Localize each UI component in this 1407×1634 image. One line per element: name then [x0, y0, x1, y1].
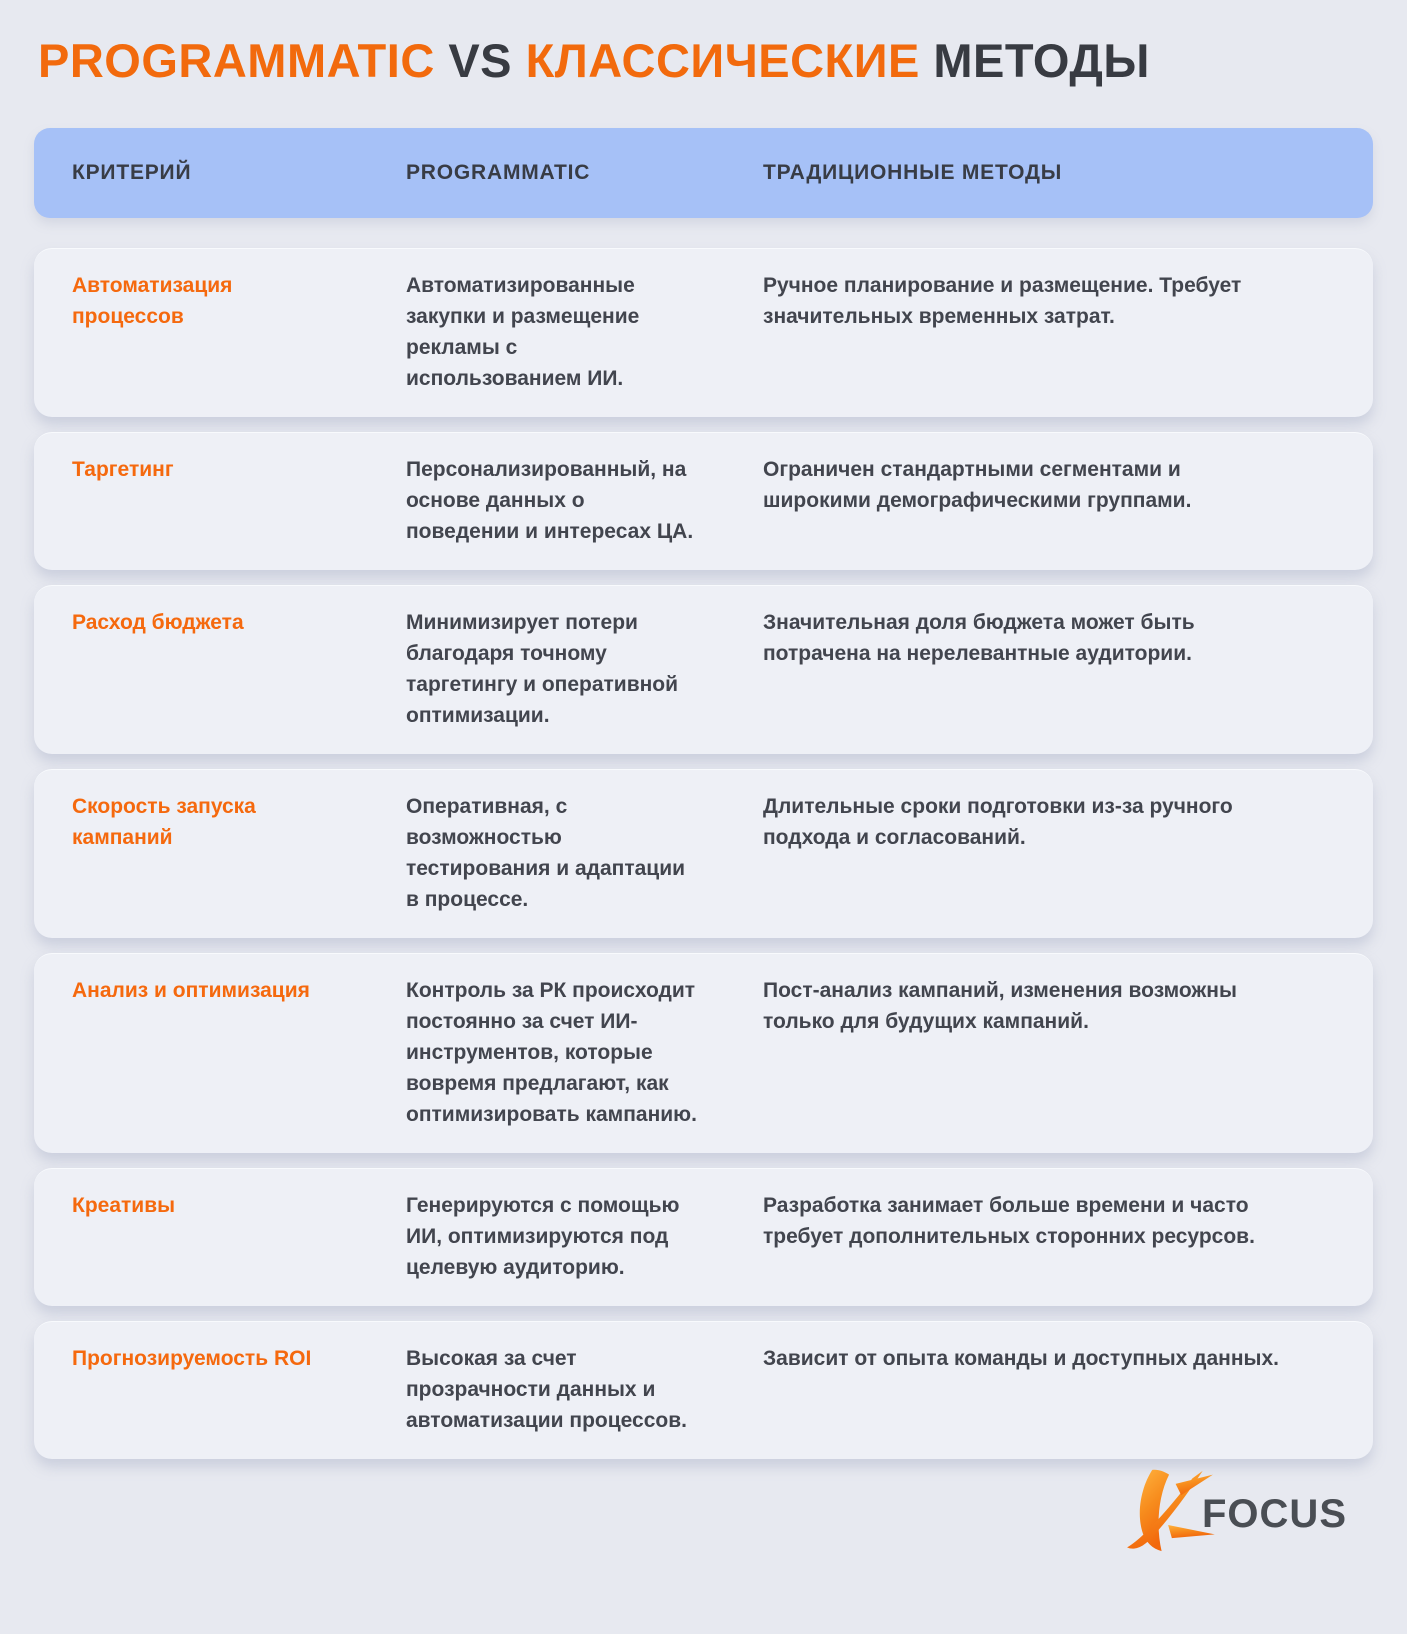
- infographic-page: [0, 34, 1407, 1553]
- title-part-methods: МЕТОДЫ: [919, 34, 1150, 87]
- row-programmatic-value: Контроль за РК происходит постоянно за счет ИИ-инструментов, которые вовремя предлагают, как оптимизировать кампанию.: [406, 979, 697, 1127]
- row-traditional-value: Длительные сроки подготовки из-за ручного подхода и согласований.: [763, 795, 1233, 850]
- brand-logo: [1122, 1469, 1347, 1553]
- row-criterion: Скорость запуска кампаний: [72, 795, 256, 850]
- row-programmatic-value: Генерируются с помощью ИИ, оптимизируются под целевую аудиторию.: [406, 1194, 680, 1280]
- footer: [34, 1469, 1347, 1553]
- table-row: [34, 432, 1373, 570]
- title-part-programmatic: PROGRAMMATIC: [38, 34, 435, 87]
- table-row: [34, 769, 1373, 938]
- table-row: [34, 585, 1373, 754]
- table-row: [34, 953, 1373, 1153]
- row-criterion: Расход бюджета: [72, 611, 244, 635]
- row-traditional-value: Значительная доля бюджета может быть потрачена на нерелевантные аудитории.: [763, 611, 1195, 666]
- header-traditional-methods: ТРАДИЦИОННЫЕ МЕТОДЫ: [763, 161, 1063, 185]
- row-criterion: Таргетинг: [72, 458, 174, 482]
- brand-logo-text: FOCUS: [1202, 1491, 1347, 1536]
- table-row: [34, 248, 1373, 417]
- table-body: [34, 248, 1373, 1459]
- row-programmatic-value: Персонализированный, на основе данных о поведении и интересах ЦА.: [406, 458, 694, 544]
- row-traditional-value: Разработка занимает больше времени и часто требует дополнительных сторонних ресурсов.: [763, 1194, 1255, 1249]
- row-programmatic-value: Минимизирует потери благодаря точному таргетингу и оперативной оптимизации.: [406, 611, 679, 728]
- page-title: [38, 34, 1373, 88]
- header-criterion: КРИТЕРИЙ: [72, 161, 192, 185]
- table-header: [34, 128, 1373, 218]
- row-traditional-value: Зависит от опыта команды и доступных данных.: [763, 1347, 1279, 1371]
- row-programmatic-value: Автоматизированные закупки и размещение рекламы с использованием ИИ.: [406, 274, 640, 391]
- row-programmatic-value: Оперативная, с возможностью тестирования и адаптации в процессе.: [406, 795, 686, 912]
- row-criterion: Анализ и оптимизация: [72, 979, 310, 1003]
- row-criterion: Автоматизация процессов: [72, 274, 233, 329]
- table-row: [34, 1168, 1373, 1306]
- row-traditional-value: Ограничен стандартными сегментами и широкими демографическими группами.: [763, 458, 1192, 513]
- row-criterion: Прогнозируемость ROI: [72, 1347, 312, 1371]
- row-traditional-value: Пост-анализ кампаний, изменения возможны только для будущих кампаний.: [763, 979, 1237, 1034]
- table-row: [34, 1321, 1373, 1459]
- title-part-classic: КЛАССИЧЕСКИЕ: [525, 34, 920, 87]
- row-programmatic-value: Высокая за счет прозрачности данных и автоматизации процессов.: [406, 1347, 687, 1433]
- title-part-vs: VS: [434, 34, 526, 87]
- row-traditional-value: Ручное планирование и размещение. Требует значительных временных затрат.: [763, 274, 1242, 329]
- row-criterion: Креативы: [72, 1194, 176, 1218]
- header-programmatic: PROGRAMMATIC: [406, 161, 591, 185]
